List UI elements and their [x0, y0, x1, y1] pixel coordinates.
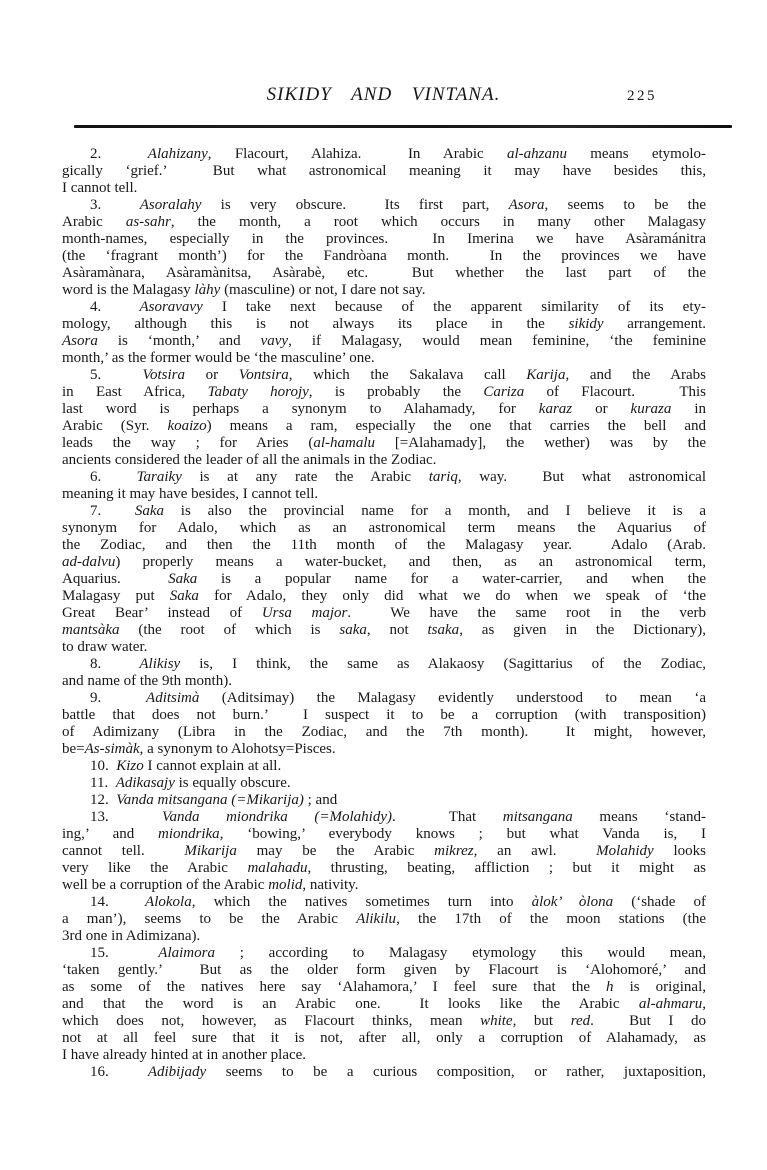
text-line: which does not, however, as Flacourt thinks, mean white, but red. But I do [62, 1013, 706, 1029]
paragraph-10 [62, 758, 706, 775]
header-rule [74, 125, 732, 128]
paragraph-16 [62, 1064, 706, 1081]
text-line: and that the word is an Arabic one. It looks like the Arabic al-ahmaru, [62, 996, 706, 1012]
text-line: 15. Alaimora ; according to Malagasy etymology this would mean, [90, 945, 706, 961]
text-line: 13. Vanda miondrika (=Molahidy). That mitsangana means ‘stand- [90, 809, 707, 825]
text-line: 5. Votsira or Vontsira, which the Sakalava call Karija, and the Arabs [90, 367, 707, 383]
text-line: mology, although this is not always its place in the sikidy arrangement. [62, 316, 706, 332]
text-line: ancients considered the leader of all the animals in the Zodiac. [62, 452, 437, 468]
paragraph-12 [62, 792, 706, 809]
text-line: Arabic (Syr. koaizo) means a ram, especially the one that carries the bell and [62, 418, 706, 434]
text-line: Malagasy put Saka for Adalo, they only did what we do when we speak of ‘the [62, 588, 707, 604]
text-line: Asàramànara, Asàramànitsa, Asàrabè, etc. But whether the last part of the [62, 265, 706, 281]
text-line: well be a corruption of the Arabic molid, nativity. [62, 877, 359, 893]
text-line: ad-dalvu) properly means a water-bucket, and then, as an astronomical term, [62, 554, 706, 570]
text-line: 12. Vanda mitsangana (=Mikarija) ; and [90, 792, 338, 808]
text-line: ‘taken gently.’ But as the older form given by Flacourt is ‘Alohomoré,’ and [62, 962, 706, 978]
text-line: 3. Asoralahy is very obscure. Its first part, Asora, seems to be the [90, 197, 706, 213]
text-line: 8. Alikisy is, I think, the same as Alakaosy (Sagittarius of the Zodiac, [90, 656, 707, 672]
body-text-block [62, 146, 706, 1081]
text-line: synonym for Adalo, which as an astronomical term means the Aquarius of [62, 520, 706, 536]
text-line: 6. Taraiky is at any rate the Arabic tariq, way. But what astronomical [90, 469, 706, 485]
text-line: to draw water. [62, 639, 148, 655]
text-line: as some of the natives here say ‘Alahamora,’ I feel sure that the h is original, [62, 979, 706, 995]
text-line: month-names, especially in the provinces. In Imerina we have Asàramánitra [62, 231, 706, 247]
text-line: 16. Adibijady seems to be a curious composition, or rather, juxtaposition, [90, 1064, 706, 1080]
text-line: word is the Malagasy làhy (masculine) or not, I dare not say. [62, 282, 426, 298]
text-line: of Adimizany (Libra in the Zodiac, and the 7th month). It might, however, [62, 724, 706, 740]
text-line: I have already hinted at in another place. [62, 1047, 307, 1063]
text-line: leads the way ; for Aries (al-hamalu [=Alahamady], the wether) was by the [62, 435, 706, 451]
running-head-title: SIKIDY AND VINTANA. [266, 84, 501, 105]
text-line: 11. Adikasajy is equally obscure. [90, 775, 291, 791]
text-line: 7. Saka is also the provincial name for a month, and I believe it is a [90, 503, 706, 519]
text-line: mantsàka (the root of which is saka, not tsaka, as given in the Dictionary), [62, 622, 706, 638]
text-line: last word is perhaps a synonym to Alahamady, for karaz or kuraza in [62, 401, 706, 417]
text-line: not at all feel sure that it is not, after all, only a corruption of Alahamady, as [62, 1030, 706, 1046]
text-line: Arabic as-sahr, the month, a root which occurs in many other Malagasy [62, 214, 707, 230]
text-line: 10. Kizo I cannot explain at all. [90, 758, 282, 774]
text-line: and name of the 9th month). [62, 673, 232, 689]
paragraph-9 [62, 690, 706, 758]
text-line: 14. Alokola, which the natives sometimes turn into àlok’ òlona (‘shade of [90, 894, 707, 910]
text-line: very like the Arabic malahadu, thrusting, beating, affliction ; but it might as [62, 860, 706, 876]
text-line: be=As-simàk, a synonym to Alohotsy=Pisces. [62, 741, 336, 757]
paragraph-14 [62, 894, 706, 945]
text-line: 3rd one in Adimizana). [62, 928, 201, 944]
paragraph-7 [62, 503, 706, 656]
text-line: the Zodiac, and then the 11th month of the Malagasy year. Adalo (Arab. [62, 537, 706, 553]
paragraph-3 [62, 197, 706, 299]
paragraph-13 [62, 809, 706, 894]
paragraph-6 [62, 469, 706, 503]
text-line: cannot tell. Mikarija may be the Arabic mikrez, an awl. Molahidy looks [62, 843, 706, 859]
text-line: 9. Aditsimà (Aditsimay) the Malagasy evidently understood to mean ‘a [90, 690, 706, 706]
text-line: month,’ as the former would be ‘the masculine’ one. [62, 350, 375, 366]
text-line: in East Africa, Tabaty horojy, is probably the Cariza of Flacourt. This [62, 384, 706, 400]
text-line: ing,’ and miondrika, ‘bowing,’ everybody knows ; but what Vanda is, I [62, 826, 706, 842]
paragraph-2 [62, 146, 706, 197]
page-number: 225 [627, 88, 657, 104]
text-line: I cannot tell. [62, 180, 138, 196]
text-line: gically ‘grief.’ But what astronomical meaning it may have besides this, [62, 163, 706, 179]
paragraph-11 [62, 775, 706, 792]
text-line: Asora is ‘month,’ and vavy, if Malagasy, would mean feminine, ‘the feminine [62, 333, 707, 349]
text-line: battle that does not burn.’ I suspect it to be a corruption (with transposition) [62, 707, 706, 723]
paragraph-4 [62, 299, 706, 367]
text-line: a man’), seems to be the Arabic Alikilu, the 17th of the moon stations (the [62, 911, 706, 927]
paragraph-15 [62, 945, 706, 1064]
text-line: (the ‘fragrant month’) for the Fandròana month. In the provinces we have [62, 248, 706, 264]
text-line: Great Bear’ instead of Ursa major. We have the same root in the verb [62, 605, 706, 621]
text-line: 4. Asoravavy I take next because of the apparent similarity of its ety- [90, 299, 706, 315]
text-line: Aquarius. Saka is a popular name for a water-carrier, and when the [62, 571, 706, 587]
text-line: 2. Alahizany, Flacourt, Alahiza. In Arabic al-ahzanu means etymolo- [90, 146, 706, 162]
paragraph-8 [62, 656, 706, 690]
text-line: meaning it may have besides, I cannot tell. [62, 486, 319, 502]
paragraph-5 [62, 367, 706, 469]
